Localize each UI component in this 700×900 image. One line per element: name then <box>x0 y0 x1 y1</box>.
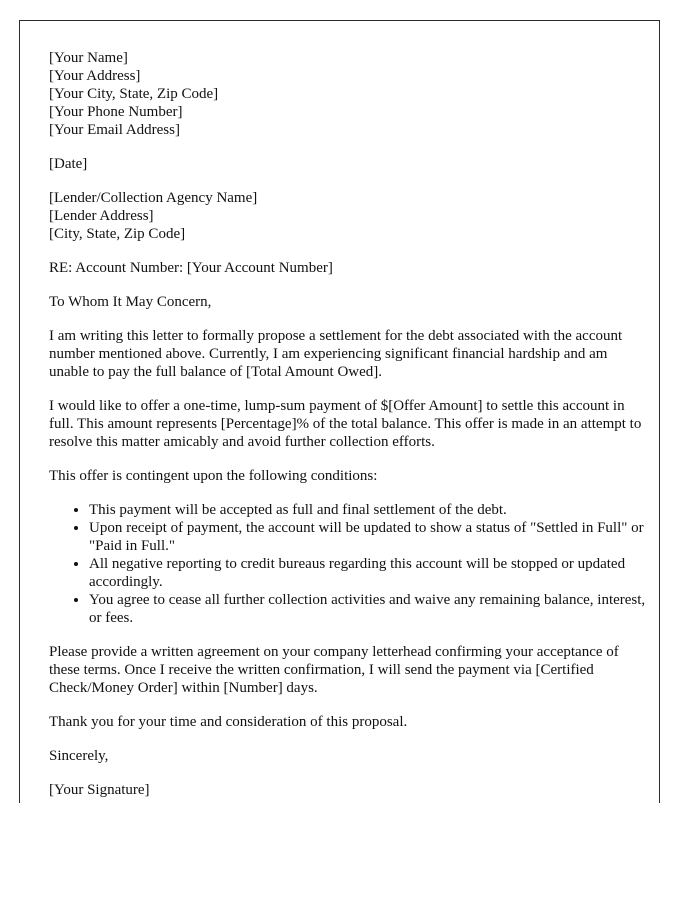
body-paragraph-conditions-lead: This offer is contingent upon the following conditions: <box>49 468 378 484</box>
condition-item: • All negative reporting to credit bureaus regarding this account will be stopped or updated accordingly. <box>89 555 647 591</box>
salutation: To Whom It May Concern, <box>49 294 212 310</box>
body-paragraph-offer: I would like to offer a one-time, lump-sum payment of $[Offer Amount] to settle this account in full. This amount represents [Percentage]% of the total balance. This offer is made in an attempt to resolve this matter amicably and avoid further collection efforts. <box>49 398 642 450</box>
sign-off: Sincerely, <box>49 748 109 764</box>
recipient-block <box>49 189 647 243</box>
condition-item: • You agree to cease all further collection activities and waive any remaining balance, interest, or fees. <box>89 591 647 627</box>
condition-item: • Upon receipt of payment, the account will be updated to show a status of "Settled in Full" or "Paid in Full." <box>89 519 647 555</box>
sender-city-state-zip: [Your City, State, Zip Code] <box>49 86 219 102</box>
body-paragraph-request: Please provide a written agreement on your company letterhead confirming your acceptance of these terms. Once I receive the written confirmation, I will send the payment via [Certified Check/Money Order] within [Number] days. <box>49 644 619 696</box>
sender-block <box>49 49 647 139</box>
sender-phone: [Your Phone Number] <box>49 104 183 120</box>
recipient-city-state-zip: [City, State, Zip Code] <box>49 226 186 242</box>
recipient-address: [Lender Address] <box>49 208 154 224</box>
condition-item: • This payment will be accepted as full and final settlement of the debt. <box>89 501 647 519</box>
signature-line: [Your Signature] <box>49 782 150 798</box>
sender-name: [Your Name] <box>49 50 128 66</box>
body-paragraph-thanks: Thank you for your time and consideration of this proposal. <box>49 714 408 730</box>
recipient-name: [Lender/Collection Agency Name] <box>49 190 258 206</box>
conditions-list <box>49 501 647 627</box>
letter-body <box>49 49 647 799</box>
letter-date: [Date] <box>49 156 88 172</box>
sender-address: [Your Address] <box>49 68 141 84</box>
body-paragraph-intro: I am writing this letter to formally propose a settlement for the debt associated with the account number mentioned above. Currently, I am experiencing significant financial hardship and am unable to pay the full balance of [Total Amount Owed]. <box>49 328 623 380</box>
letter-page <box>19 20 660 803</box>
re-line: RE: Account Number: [Your Account Number] <box>49 260 333 276</box>
sender-email: [Your Email Address] <box>49 122 180 138</box>
